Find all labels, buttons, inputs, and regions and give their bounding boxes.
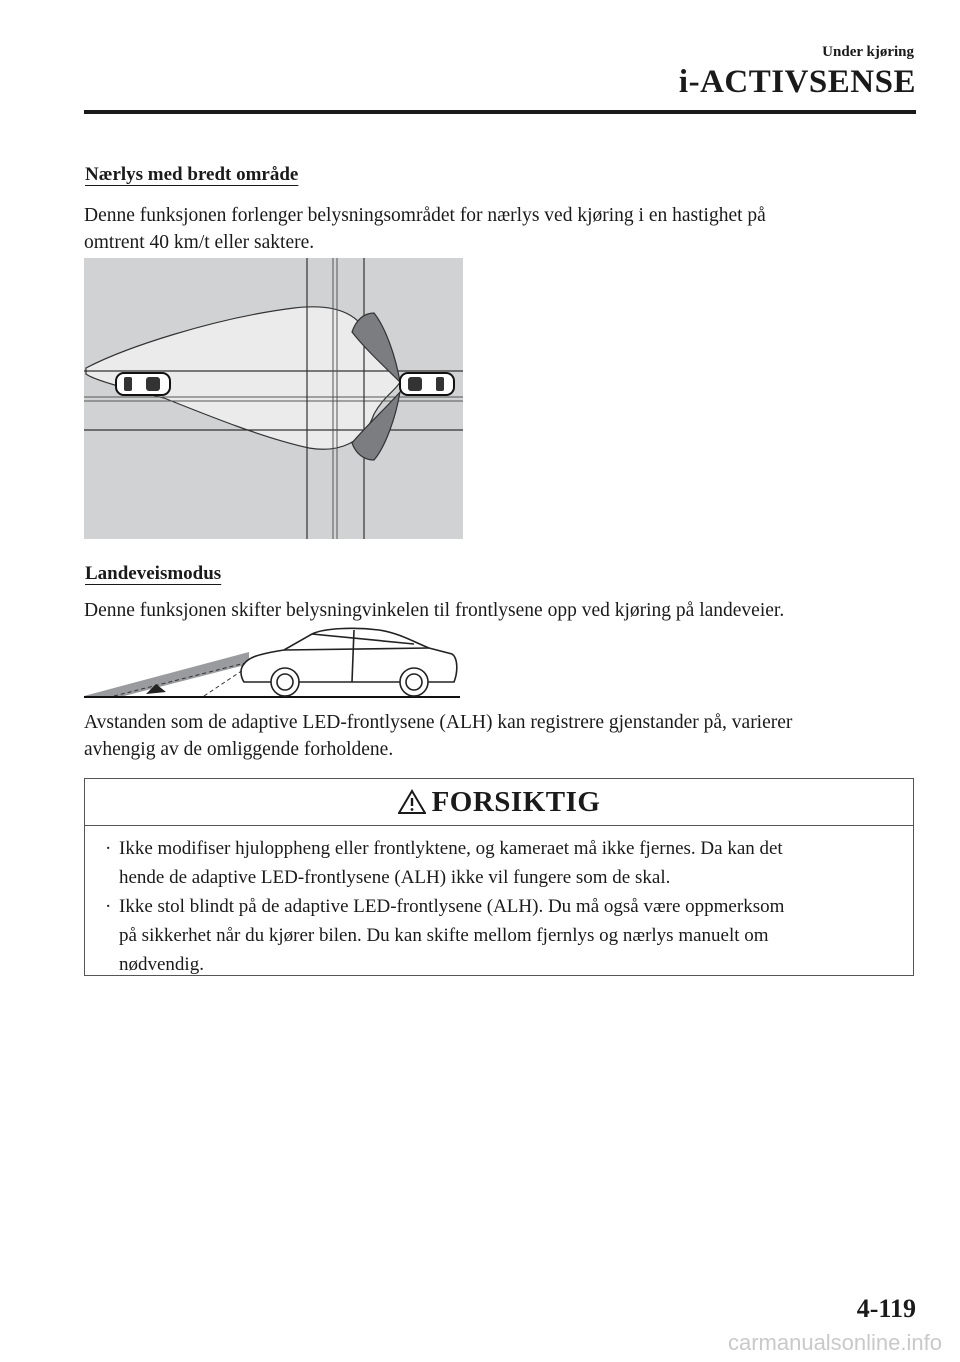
car-side (241, 628, 457, 696)
caution-bullet-2-line2: på sikkerhet når du kjører bilen. Du kan skifte mellom fjernlys og nærlys manuelt om (119, 925, 769, 946)
oncoming-car (116, 373, 170, 395)
distance-text-line2: avhengig av de omliggende forholdene. (84, 739, 394, 760)
caution-box (84, 778, 914, 976)
page-number: 4-119 (856, 1294, 916, 1323)
caution-bullet-2 (105, 892, 899, 979)
section-title: Under kjøring (822, 44, 914, 60)
wide-range-text-line1: Denne funksjonen forlenger belysningsområdet for nærlys ved kjøring i en hastighet på (84, 205, 766, 226)
own-car (400, 373, 454, 395)
warning-triangle-icon (398, 789, 426, 815)
distance-text-line1: Avstanden som de adaptive LED-frontlysene (ALH) kan registrere gjenstander på, varierer (84, 712, 793, 733)
caution-bullet-1 (105, 834, 899, 892)
caution-bullet-1-line2: hende de adaptive LED-frontlysene (ALH) ikke vil fungere som de skal. (119, 867, 671, 888)
intersection-illustration (84, 258, 463, 539)
caution-bullet-1-line1: Ikke modifiser hjuloppheng eller frontlyktene, og kameraet må ikke fjernes. Da kan det (119, 838, 783, 859)
caution-bullet-2-line3: nødvendig. (119, 954, 204, 975)
wide-range-text-line2: omtrent 40 km/t eller saktere. (84, 232, 315, 253)
caution-title: FORSIKTIG (431, 785, 601, 818)
header-divider (84, 110, 916, 114)
wide-range-heading: Nærlys med bredt område (85, 164, 299, 185)
chapter-title: i-ACTIVSENSE (678, 64, 916, 100)
caution-bullet-2-line1: Ikke stol blindt på de adaptive LED-frontlysene (ALH). Du må også være oppmerksom (119, 896, 785, 917)
caution-body (85, 826, 913, 979)
beam-area-raised (84, 652, 249, 696)
bullet-marker: · (105, 838, 112, 859)
highway-mode-heading: Landeveismodus (85, 563, 222, 584)
watermark-url: carmanualsonline.info (727, 1330, 942, 1355)
caution-header (85, 779, 913, 826)
highway-car-illustration (84, 624, 460, 700)
highway-mode-text: Denne funksjonen skifter belysningvinkelen til frontlysene opp ved kjøring på landeveier. (84, 600, 785, 621)
bullet-marker: · (105, 896, 112, 917)
